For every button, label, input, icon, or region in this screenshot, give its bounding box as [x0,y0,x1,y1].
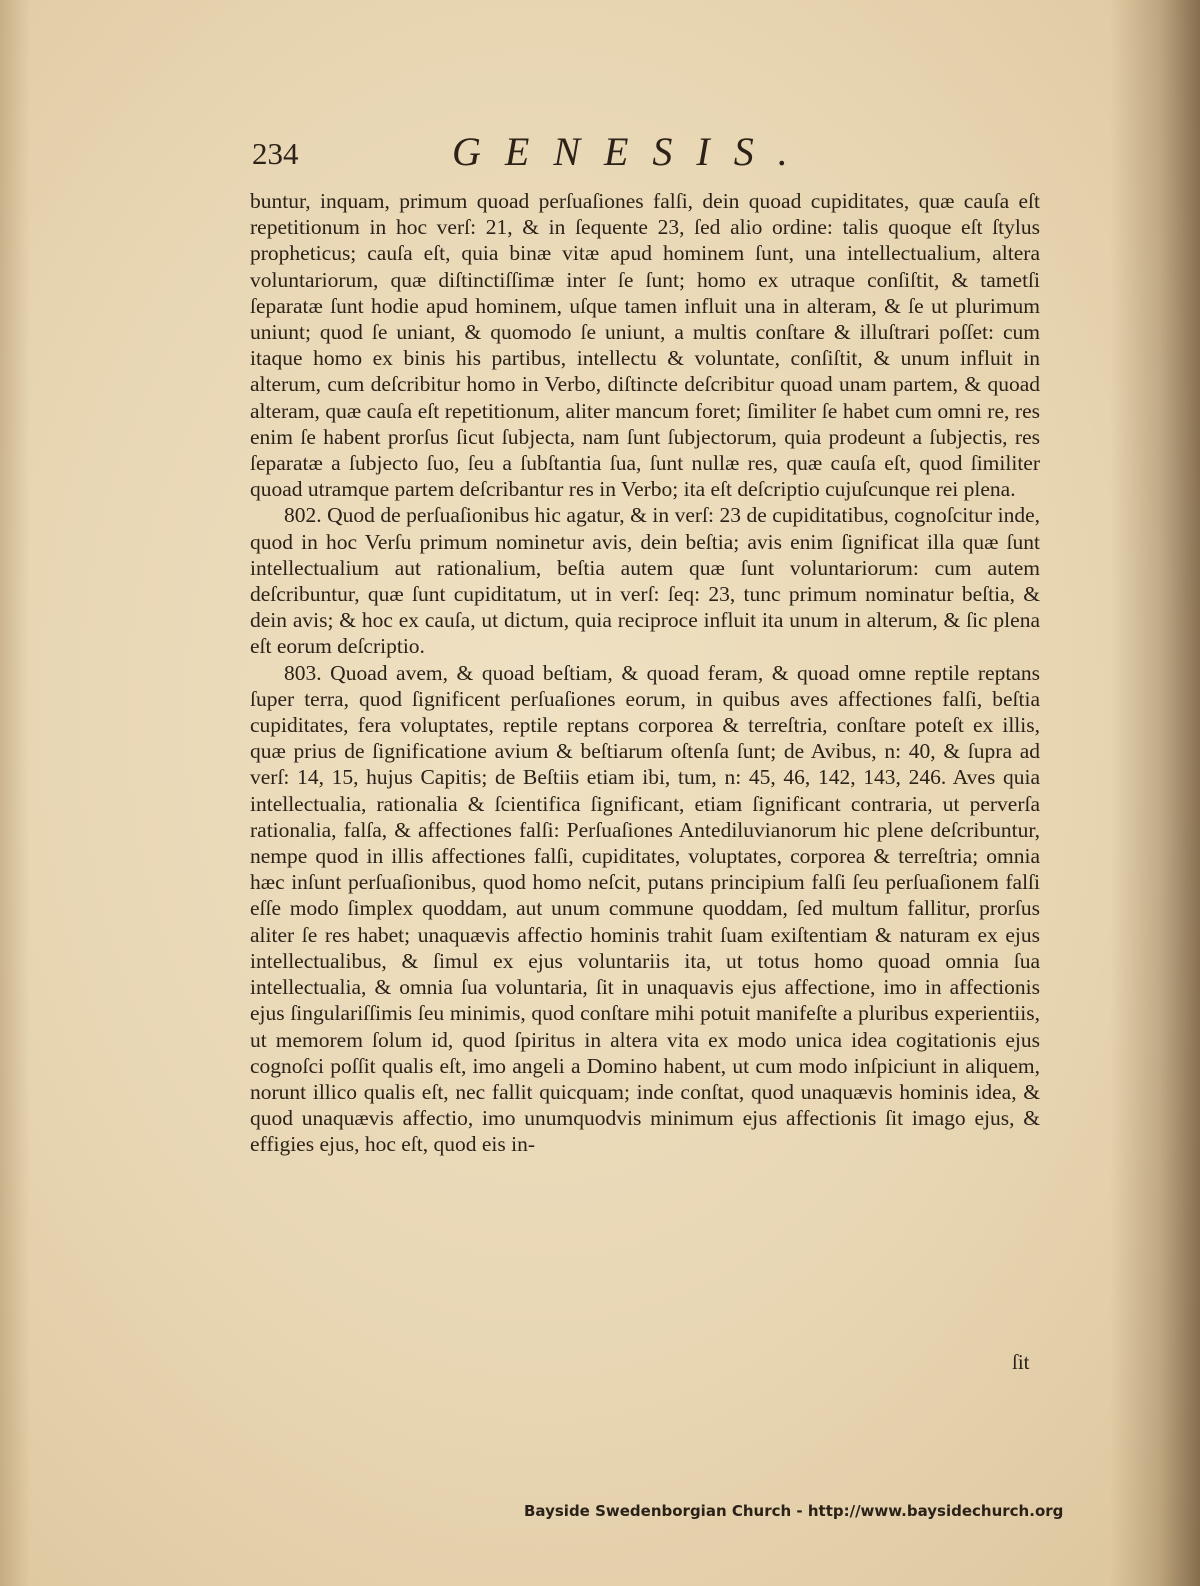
page-header [252,128,852,178]
page-number: 234 [252,136,299,171]
catchword: ſit [1012,1350,1030,1374]
paragraph-803: 803. Quoad avem, & quoad beſtiam, & quoad feram, & quoad omne reptile reptans ſuper terra, quod ſignificent perſuaſiones eorum, in quibus aves affectiones falſi, beſtia cupiditates, fera voluptates, reptile reptans corporea & terreſtria, conſtare poteſt ex illis, quæ prius de ſignificatione avium & beſtiarum oſtenſa ſunt; de Avibus, n: 40, & ſupra ad verſ: 14, 15, hujus Capitis; de Beſtiis etiam ibi, tum, n: 45, 46, 142, 143, 246. Aves quia intellectualia, rationalia & ſcientifica ſignificant, etiam ſignificant contraria, ut perverſa rationalia, falſa, & affectiones falſi: Perſuaſiones Antediluvianorum hic plene deſcribuntur, nempe quod in illis affectiones falſi, cupiditates, voluptates, corporea & terreſtria; omnia hæc inſunt perſuaſionibus, quod homo neſcit, putans principium falſi ſeu perſuaſionem falſi eſſe modo ſimplex quoddam, aut unum commune quoddam, ſed multum fallitur, prorſus aliter ſe res habet; unaquævis affectio hominis trahit ſuam exiſtentiam & naturam ex ejus intellectualibus, & ſimul ex ejus voluntariis ita, ut totus homo quoad omnia ſua intellectualia, & omnia ſua voluntaria, ſit in unaquavis ejus affectione, imo in affectionis ejus ſingulariſſimis ſeu minimis, quod conſtare mihi potuit manifeſte a pluribus experientiis, ut memorem ſolum id, quod ſpiritus in altera vita ex modo unica idea cogitationis ejus cognoſci poſſit qualis eſt, imo angeli a Domino habent, ut cum modo inſpiciunt in aliquem, norunt illico qualis eſt, nec fallit quicquam; inde conſtat, quod unaquævis hominis idea, & quod unaquævis affectio, imo unumquodvis minimum ejus affectionis ſit imago ejus, & effigies ejus, hoc eſt, quod eis in- [250,660,1040,1157]
paragraph-continued: buntur, inquam, primum quoad perſuaſiones falſi, dein quoad cupiditates, quæ cauſa eſt repetitionum in hoc verſ: 21, & in ſequente 23, ſed alio ordine: talis quoque eſt ſtylus propheticus; cauſa eſt, quia binæ vitæ apud hominem ſunt, una intellectualium, altera voluntariorum, quæ diſtinctiſſimæ inter ſe ſunt; homo ex utraque conſiſtit, & tametſi ſeparatæ ſunt hodie apud hominem, uſque tamen influit una in alteram, & ſe ut plurimum uniunt; quod ſe uniant, & quomodo ſe uniunt, a multis conſtare & illuſtrari poſſet: cum itaque homo ex binis his partibus, intellectu & voluntate, conſiſtit, & unum influit in alterum, cum deſcribitur homo in Verbo, diſtincte deſcribitur quoad unam partem, & quoad alteram, quæ cauſa eſt repetitionum, aliter mancum foret; ſimiliter ſe habet cum omni re, res enim ſe habent prorſus ſicut ſubjecta, nam ſunt ſubjectorum, quia prodeunt a ſubjectis, res ſeparatæ a ſubjecto ſuo, ſeu a ſubſtantia ſua, ſunt nullæ res, quæ cauſa eſt, quod ſimiliter quoad utramque partem deſcribantur res in Verbo; ita eſt deſcriptio cujuſcunque rei plena. [250,189,1040,502]
running-title: GENESIS. [452,129,812,174]
page-left-edge [0,0,30,1586]
footer-credit: Bayside Swedenborgian Church - http://www.baysidechurch.org [524,1502,1064,1520]
paragraph-802: 802. Quod de perſuaſionibus hic agatur, & in verſ: 23 de cupiditatibus, cognoſcitur inde, quod in hoc Verſu primum nominetur avis, dein beſtia; avis enim ſignificat illa quæ ſunt intellectualium aut rationalium, beſtia autem quæ ſunt voluntariorum: cum autem deſcribuntur, quæ ſunt cupiditatum, ut in verſ: ſeq: 23, tunc primum nominatur beſtia, & dein avis; & hoc ex cauſa, ut dictum, quia reciproce influit ita unum in alterum, & ſic plena eſt eorum deſcriptio. [250,503,1040,659]
body-text [250,188,1040,1158]
gutter-shadow [1110,0,1200,1586]
